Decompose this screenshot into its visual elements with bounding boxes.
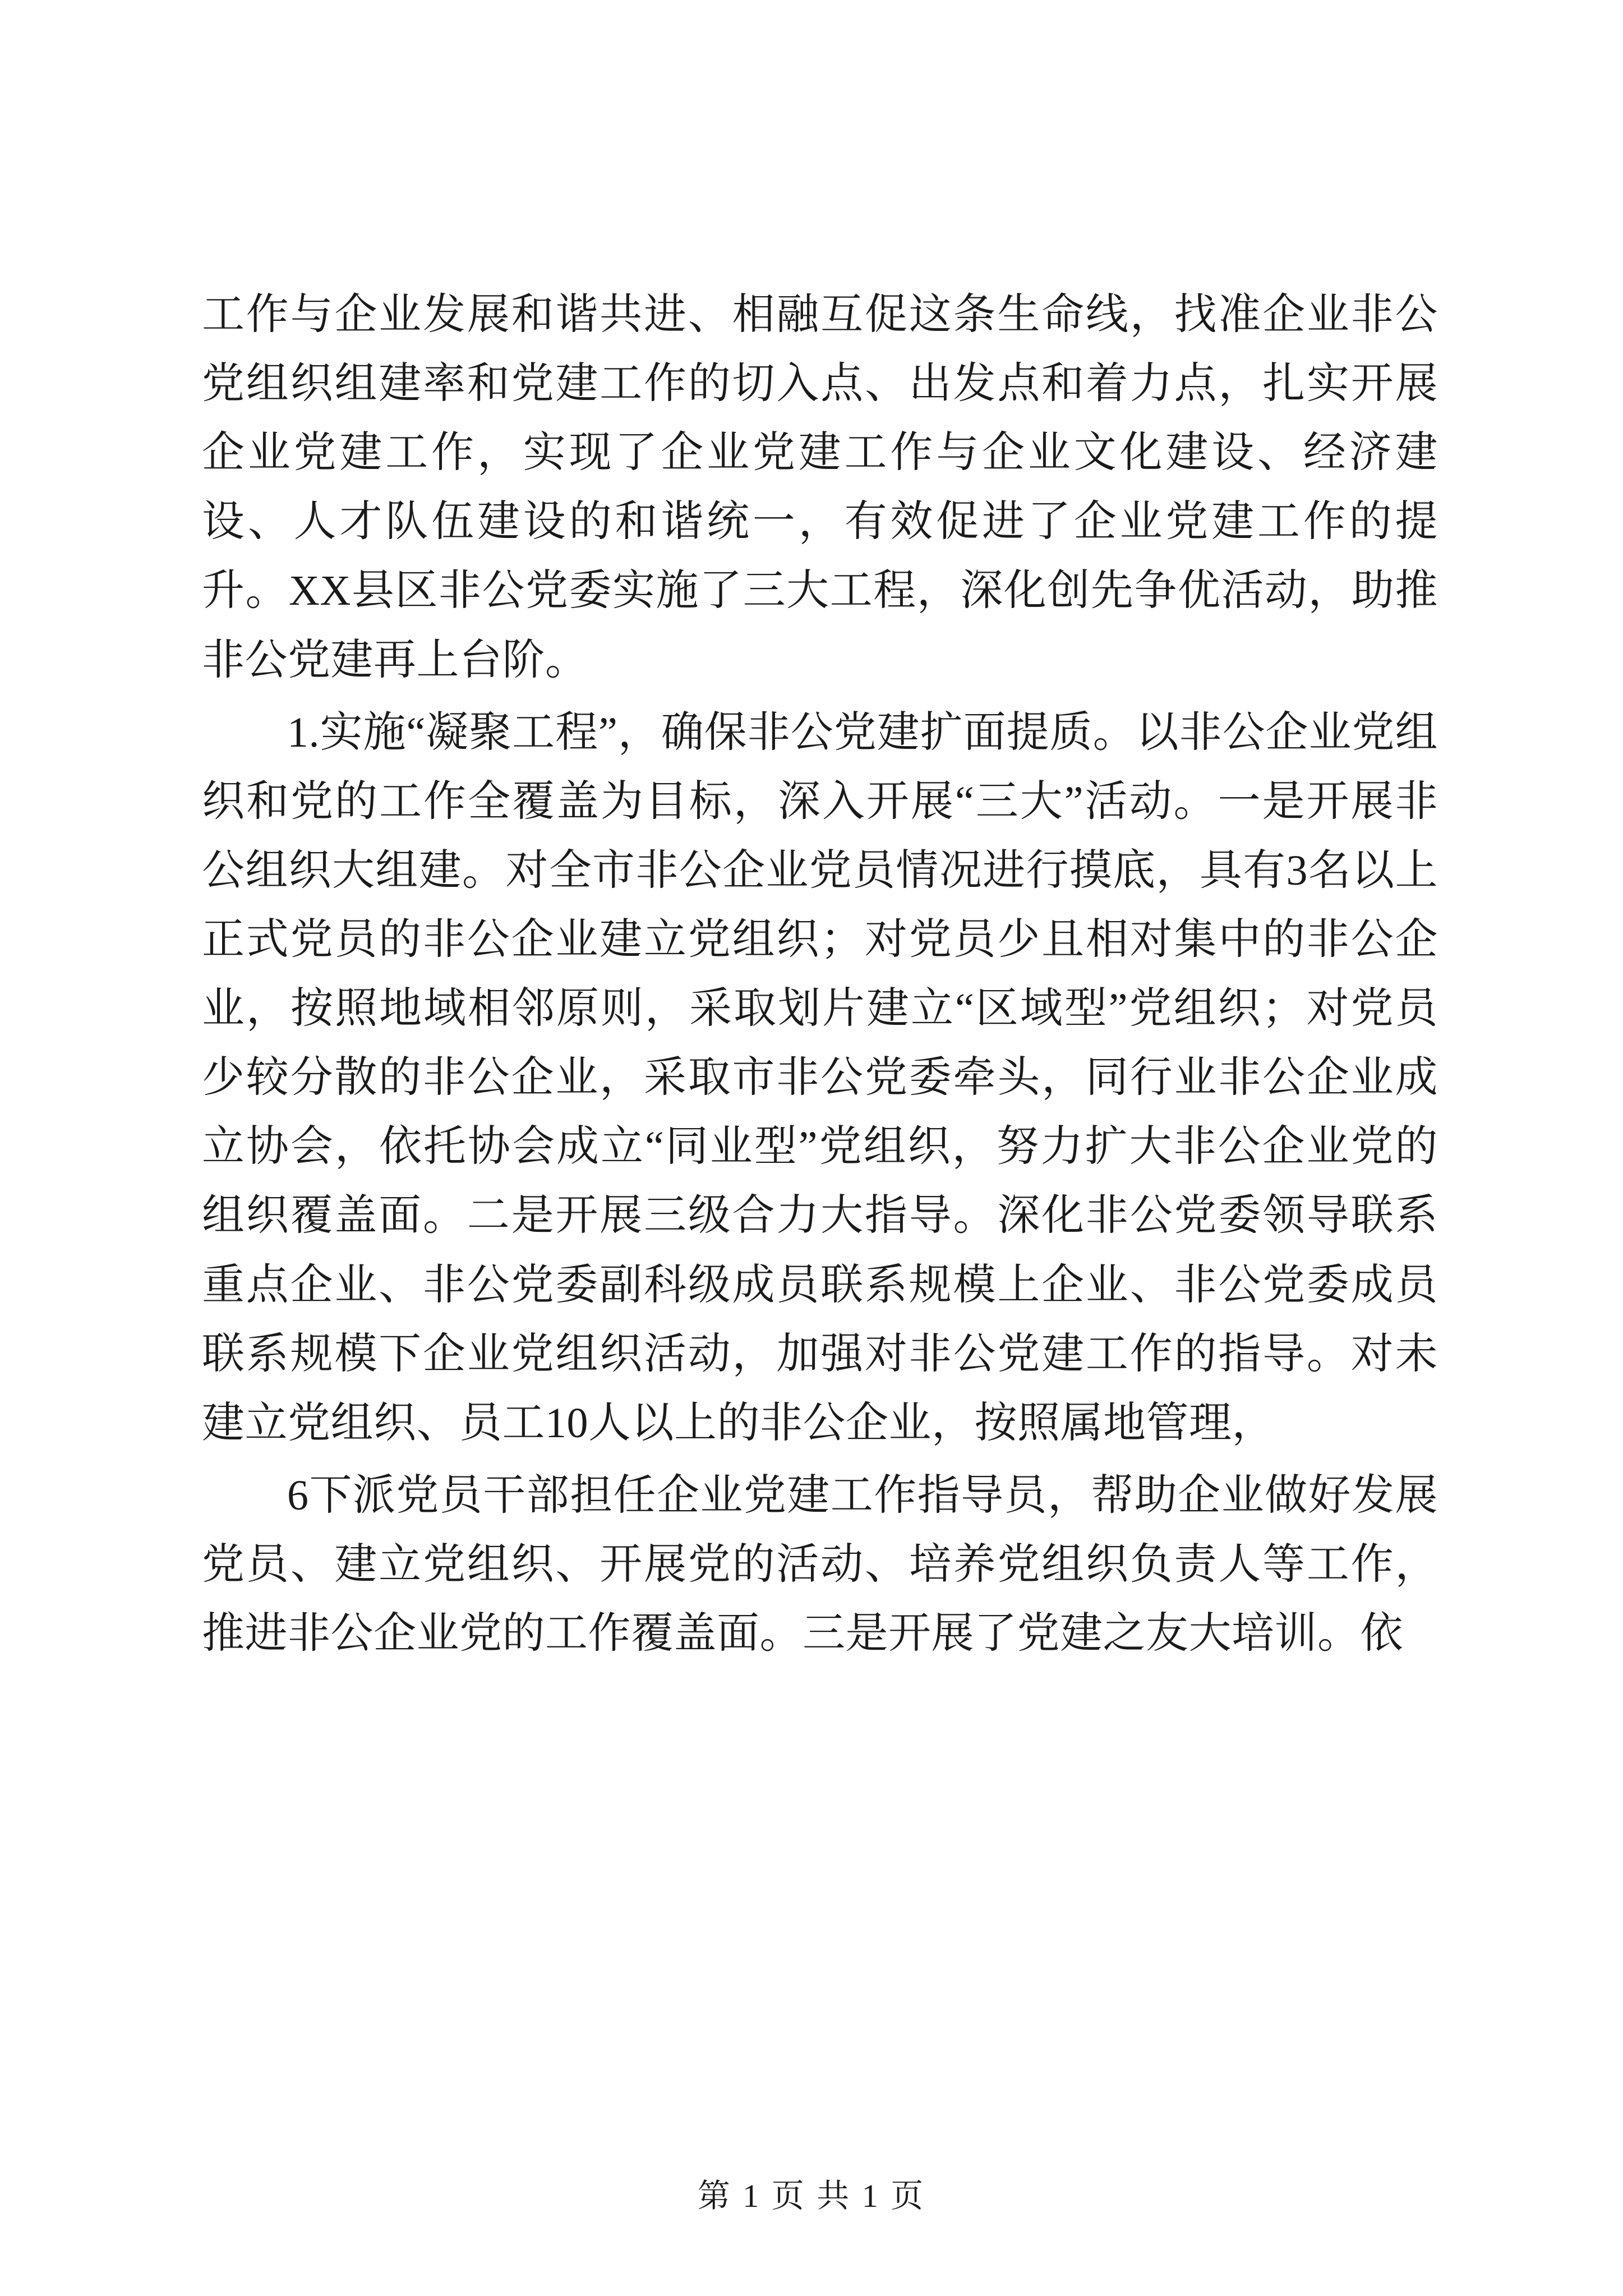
- paragraph: 1.实施“凝聚工程”，确保非公党建扩面提质。以非公企业党组织和党的工作全覆盖为目标，深入开展“三大”活动。一是开展非公组织大组建。对全市非公企业党员情况进行摸底，具有3名以上正式党员的非公企业建立党组织；对党员少且相对集中的非公企业，按照地域相邻原则，采取划片建立“区域型”党组织；对党员少较分散的非公企业，采取市非公党委牵头，同行业非公企业成立协会，依托协会成立“同业型”党组织，努力扩大非公企业党的组织覆盖面。二是开展三级合力大指导。深化非公党委领导联系重点企业、非公党委副科级成员联系规模上企业、非公党委成员联系规模下企业党组织活动，加强对非公党建工作的指导。对未建立党组织、员工10人以上的非公企业，按照属地管理，: [202, 708, 1438, 1447]
- paragraph: 6下派党员干部担任企业党建工作指导员，帮助企业做好发展党员、建立党组织、开展党的活动、培养党组织负责人等工作，推进非公企业党的工作覆盖面。三是开展了党建之友大培训。依: [202, 1471, 1438, 1658]
- document-body: [202, 280, 1438, 1668]
- paragraph: 工作与企业发展和谐共进、相融互促这条生命线，找准企业非公党组织组建率和党建工作的切入点、出发点和着力点，扎实开展企业党建工作，实现了企业党建工作与企业文化建设、经济建设、人才队伍建设的和谐统一，有效促进了企业党建工作的提升。XX县区非公党委实施了三大工程，深化创先争优活动，助推非公党建再上台阶。: [202, 291, 1438, 684]
- page-footer: 第 1 页 共 1 页: [697, 2178, 926, 2214]
